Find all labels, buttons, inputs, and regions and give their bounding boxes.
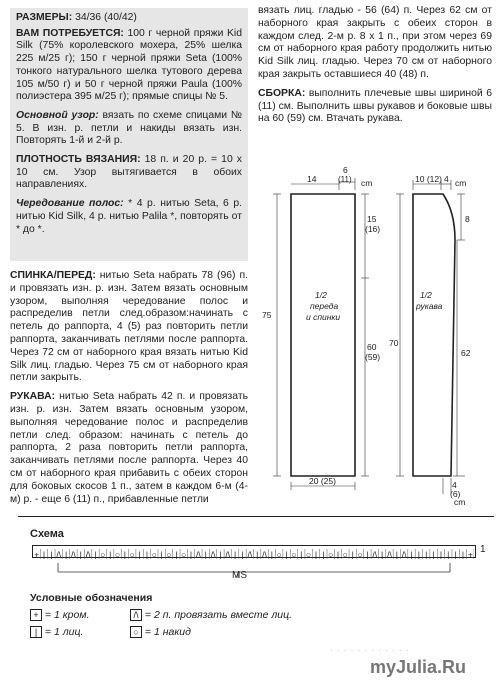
density-label: ПЛОТНОСТЬ ВЯЗАНИЯ: xyxy=(16,154,141,166)
continuation-text: вязать лиц. гладью - 56 (64) п. Через 62 см от наборного края закрыть с обеих сторон в каждом след. 2-м р. 8 x 1 п., при этом через 69 см от наборного края работу продолжить нитью Kid Silk лиц. гладью. Через 70 см от наборного края закрыть оставшиеся 40 (48) п. xyxy=(258,5,492,80)
schema-cell: /\ xyxy=(71,549,76,559)
back-label: СПИНКА/ПЕРЕД: xyxy=(10,270,96,281)
schema-cell: /\ xyxy=(247,549,253,559)
schema-cell: | xyxy=(425,549,428,559)
sleeve-bottom-4: 4 xyxy=(452,480,457,490)
sleeve-piece-label-b: рукава xyxy=(416,301,443,311)
schema-cell: | xyxy=(204,549,207,559)
legend-knit-text: = 1 лиц. xyxy=(44,626,84,638)
schema-cell: | xyxy=(300,549,303,559)
schema-cell: | xyxy=(219,549,222,559)
k2tog-icon: /\ xyxy=(130,609,142,621)
schema-cell: | xyxy=(432,549,435,559)
schema-cell: /\ xyxy=(85,549,91,559)
schema-cell: ○ xyxy=(129,549,135,559)
front-back-piece xyxy=(291,194,355,476)
schema-cell: | xyxy=(138,549,141,559)
sizes-para xyxy=(16,12,242,25)
schema-cell: ○ xyxy=(100,549,106,559)
sleeves-label: РУКАВА: xyxy=(10,391,56,403)
back-para xyxy=(10,270,248,385)
sleeve-bottom-cm: cm xyxy=(454,497,466,505)
materials-text: 100 г черной пряжи Kid Silk (75% королевского мохера, 25% шелка 225 м/25 г); 150 г черной пряжи Seta (100% тонкого натурального шелка тутового дерева 105 м/50 г) и 50 г черной пряжи Paula (100% полиэстера 395 м/25 г); прямые спицы № 5. xyxy=(16,27,242,103)
schema-cell: /\ xyxy=(56,549,62,559)
instructions-left xyxy=(10,270,248,506)
schema-cell: ○ xyxy=(276,549,282,559)
schema-cell: | xyxy=(50,549,53,559)
schema-cell: | xyxy=(417,549,420,559)
schema-cell: /\ xyxy=(225,549,231,559)
sleeves-para xyxy=(10,391,248,506)
front-6-label: 6 xyxy=(343,165,348,175)
legend-yo xyxy=(130,624,292,641)
schema-cell: | xyxy=(109,549,112,559)
schema-cell: ○ xyxy=(291,549,297,559)
legend-title: Условные обозначения xyxy=(30,592,153,604)
schema-cell: | xyxy=(461,549,465,559)
schema-cells xyxy=(33,549,474,559)
schema-cell: + xyxy=(34,549,40,559)
ms-label: MS xyxy=(232,570,247,581)
schema-cell: | xyxy=(322,549,325,559)
front-11-label: (11) xyxy=(338,175,352,184)
schema-cell: ○ xyxy=(114,549,121,559)
schema-cell: ○ xyxy=(342,549,348,559)
schema-cell: | xyxy=(234,549,237,559)
schema-cell: | xyxy=(351,549,354,559)
schema-cell: | xyxy=(447,549,450,559)
density-para xyxy=(16,154,242,192)
schema-cell: | xyxy=(270,549,273,559)
front-width-label: 14 xyxy=(307,174,317,184)
density-text: 18 п. и 20 р. = 10 x 10 см. Узор вытягивается в обоих направлениях. xyxy=(16,154,242,191)
materials-label: ВАМ ПОТРЕБУЕТСЯ: xyxy=(16,27,124,39)
sleeves-text: нитью Seta набрать 42 п. и провязать изн. р. изн. Затем вязать основным узором, выполняя чередование полос и распределив петли след. образом: начинать с петель до раппорта, 2 раза повторить петли раппорта, заканчивать петлями после раппорта. Через 40 см от наборного края прибавить с обеих сторон для боковых скосов 1 п., затем в каждом 6-м (4-м) р. - еще 6 (11) п., прибавленные петли xyxy=(10,391,249,505)
assembly-text: выполнить плечевые швы шириной 6 (11) см. Выполнить швы рукавов и боковые швы на 60 (59) см. Втачать рукава. xyxy=(258,87,492,125)
schema-cell: ○ xyxy=(306,549,312,559)
schema-cell: | xyxy=(410,549,413,559)
front-piece-label-a: 1/2 xyxy=(315,290,327,300)
cm-label-front: cm xyxy=(361,178,373,188)
sizes-label: РАЗМЕРЫ: xyxy=(16,12,73,23)
sleeve-62-label: 62 xyxy=(461,348,471,358)
legend-knit xyxy=(30,624,130,641)
sleeve-piece-label-a: 1/2 xyxy=(420,290,432,300)
schema-cell: ○ xyxy=(181,549,187,559)
front-60-label: 60 xyxy=(367,342,377,352)
edge-stitch-icon: + xyxy=(30,609,42,621)
schema-cell: | xyxy=(395,549,398,559)
schema-cell: | xyxy=(285,549,288,559)
schema-cell: /\ xyxy=(262,549,267,559)
pattern-text: вязать по схеме спицами № 5. В изн. р. петли и накиды вязать изн. Повторять 1-й и 2-й р. xyxy=(16,109,242,147)
legend-k2tog xyxy=(130,607,292,624)
schema-cell: | xyxy=(123,549,126,559)
sleeve-piece xyxy=(413,194,455,476)
stripes-text: * 4 р. нитью Seta, 6 р. нитью Kid Silk, 4 р. нитью Palila *, повторять от * до *. xyxy=(16,198,242,235)
front-75-label: 75 xyxy=(262,310,272,320)
schema-cell: ○ xyxy=(328,549,334,559)
schema-divider xyxy=(18,516,494,517)
legend-edge xyxy=(30,607,130,624)
schema-cell: | xyxy=(366,549,369,559)
schema-cell: | xyxy=(94,549,97,559)
schema-cell: ○ xyxy=(357,549,363,559)
yarn-over-icon: ○ xyxy=(130,626,142,638)
legend xyxy=(30,592,330,641)
schema-cell: | xyxy=(64,549,68,559)
schema-row-number: 1 xyxy=(480,544,486,555)
sleeve-4-label: 4 xyxy=(444,174,449,184)
stripes-label: Чередование полос: xyxy=(16,198,124,210)
front-piece-label-b: переда xyxy=(310,301,339,311)
sleeve-70-label: 70 xyxy=(389,338,399,348)
front-16-label: (16) xyxy=(365,224,381,234)
schema-cell: | xyxy=(256,549,259,559)
front-bottom-label: 20 (25) xyxy=(309,476,336,486)
watermark: myJulia.Ru xyxy=(370,657,467,677)
schema-cell: /\ xyxy=(387,549,392,559)
knit-stitch-icon: | xyxy=(30,626,42,638)
front-59-label: (59) xyxy=(365,352,381,362)
schema-cell: | xyxy=(336,549,340,559)
front-15-label: 15 xyxy=(367,214,377,224)
sleeve-bottom-6: (6) xyxy=(450,489,461,499)
cm-label-sleeve: cm xyxy=(455,178,467,188)
stripes-para xyxy=(16,198,242,236)
schema-cell: /\ xyxy=(401,549,407,559)
schema-cell: | xyxy=(160,549,163,559)
legend-k2tog-text: = 2 п. провязать вместе лиц. xyxy=(144,609,293,621)
pattern-label: Основной узор: xyxy=(16,109,99,121)
ms-bracket xyxy=(32,560,476,584)
schema-cell: | xyxy=(189,549,193,559)
schema-cell: | xyxy=(439,549,443,559)
dotted-decoration: · · · · · · · · · · · · xyxy=(330,646,410,655)
instructions-right xyxy=(258,5,492,126)
schema-cell: + xyxy=(467,549,473,559)
schema-title: Схема xyxy=(30,528,64,540)
sizes-value: 34/36 (40/42) xyxy=(75,12,137,23)
schema-cell: /\ xyxy=(372,549,378,559)
schema-cell: /\ xyxy=(196,549,201,559)
assembly-para xyxy=(258,88,492,126)
schema-cell: | xyxy=(145,549,149,559)
legend-edge-text: = 1 кром. xyxy=(44,609,90,621)
front-piece-label-c: и спинки xyxy=(306,312,341,322)
schema-cell: | xyxy=(381,549,384,559)
assembly-label: СБОРКА: xyxy=(258,87,306,99)
legend-yo-text: = 1 накид xyxy=(144,626,191,638)
schema-cell: | xyxy=(454,549,457,559)
pattern-para xyxy=(16,110,242,148)
materials-para xyxy=(16,28,242,104)
schema-cell: | xyxy=(314,549,318,559)
materials-box xyxy=(10,8,248,261)
schema-cell: | xyxy=(42,549,46,559)
schema-cell: ○ xyxy=(166,549,172,559)
schema-cell: | xyxy=(175,549,178,559)
pattern-diagram xyxy=(255,160,495,505)
schema-cell: ○ xyxy=(151,549,157,559)
schema-cell: /\ xyxy=(210,549,216,559)
schema-cell: | xyxy=(79,549,82,559)
schema-cell: | xyxy=(241,549,244,559)
back-text: нитью Seta набрать 78 (96) п. и провязать изн. р. изн. Затем вязать основным узором, выполняя чередование полос и распределив петли след.образом:начинать с петель до раппорта, 4 (5) раз повторить петли раппорта, заканчивать петлями после раппорта. Через 72 см от наборного края вязать нитью Kid Silk лиц. гладью. Через 75 см от наборного края петли закрыть. xyxy=(10,270,248,384)
sleeve-top-label: 10 (12) xyxy=(415,174,442,184)
schema-row xyxy=(32,545,476,558)
sleeve-8-label: 8 xyxy=(465,214,470,224)
